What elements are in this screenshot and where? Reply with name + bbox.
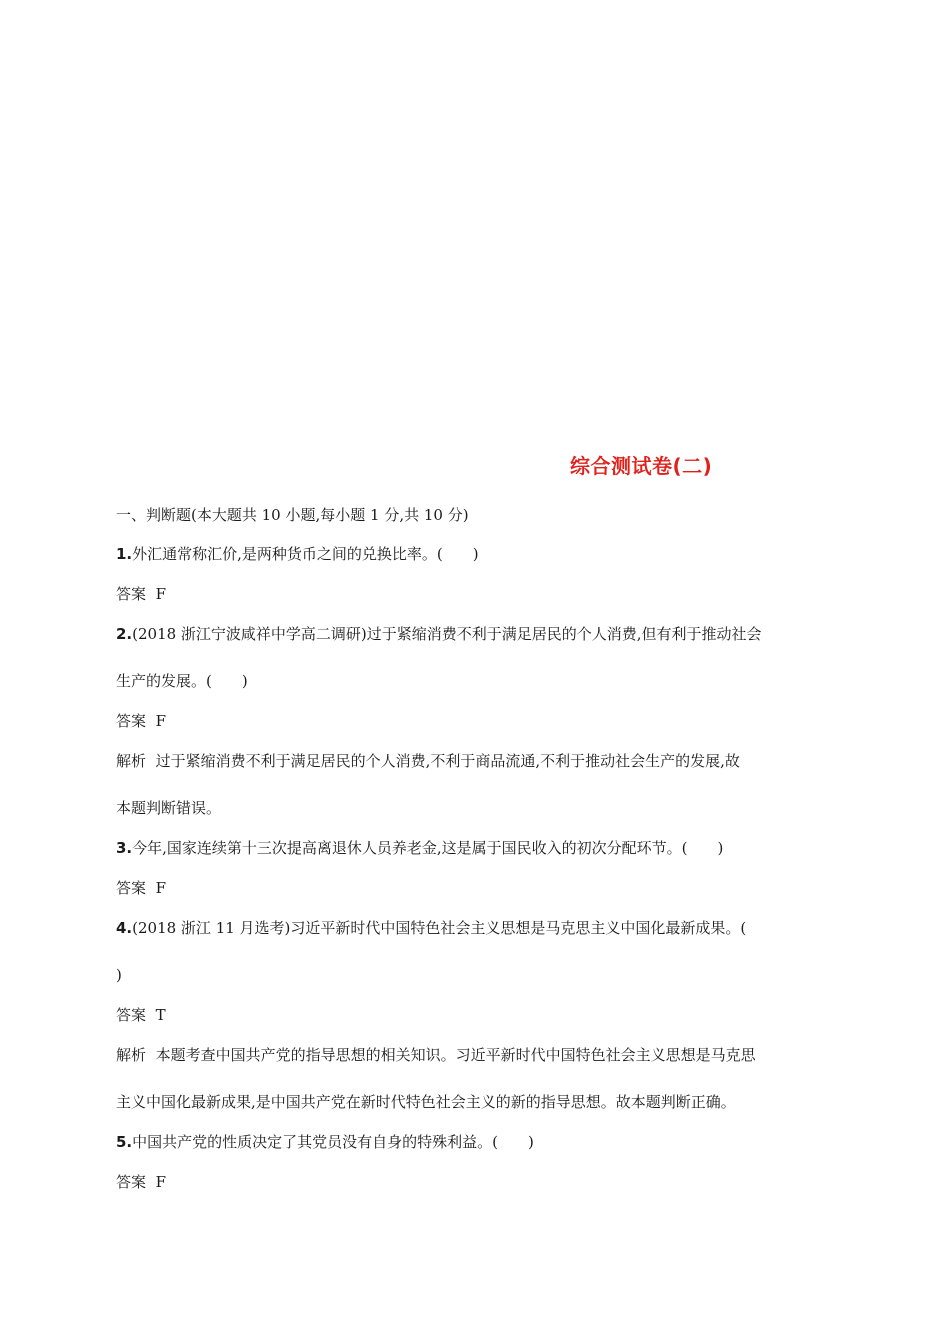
answer-label: 答案 xyxy=(116,585,147,603)
analysis-4 xyxy=(116,1045,756,1065)
answer-label: 答案 xyxy=(116,1173,147,1191)
question-text: (2018 浙江宁波咸祥中学高二调研)过于紧缩消费不利于满足居民的个人消费,但有利于推动社会 xyxy=(132,625,762,643)
answer-value: T xyxy=(155,1006,166,1024)
answer-value: F xyxy=(155,585,166,603)
analysis-2 xyxy=(116,751,740,771)
answer-value: F xyxy=(155,1173,166,1191)
analysis-label: 解析 xyxy=(116,1046,147,1064)
answer-5 xyxy=(116,1172,166,1192)
question-1 xyxy=(116,544,479,564)
answer-value: F xyxy=(155,879,166,897)
question-number: 4. xyxy=(116,919,133,937)
analysis-text: 过于紧缩消费不利于满足居民的个人消费,不利于商品流通,不利于推动社会生产的发展,故 xyxy=(155,752,740,770)
answer-4 xyxy=(116,1005,166,1025)
question-text: 中国共产党的性质决定了其党员没有自身的特殊利益。( ) xyxy=(132,1133,534,1151)
question-number: 1. xyxy=(116,545,133,563)
question-text: 外汇通常称汇价,是两种货币之间的兑换比率。( ) xyxy=(132,545,479,563)
question-2-continued: 生产的发展。( ) xyxy=(116,672,248,690)
section-heading: 一、判断题(本大题共 10 小题,每小题 1 分,共 10 分) xyxy=(116,506,469,524)
question-5 xyxy=(116,1132,534,1152)
question-number: 5. xyxy=(116,1133,133,1151)
answer-label: 答案 xyxy=(116,712,147,730)
answer-label: 答案 xyxy=(116,1006,147,1024)
analysis-4-continued: 主义中国化最新成果,是中国共产党在新时代特色社会主义的新的指导思想。故本题判断正确。 xyxy=(116,1093,736,1111)
question-text: (2018 浙江 11 月选考)习近平新时代中国特色社会主义思想是马克思主义中国化最新成果。( xyxy=(132,919,747,937)
question-number: 3. xyxy=(116,839,133,857)
answer-1 xyxy=(116,584,166,604)
question-4 xyxy=(116,918,746,938)
answer-3 xyxy=(116,878,166,898)
question-2 xyxy=(116,624,762,644)
question-4-continued: ) xyxy=(116,966,122,984)
answer-label: 答案 xyxy=(116,879,147,897)
answer-2 xyxy=(116,711,166,731)
answer-value: F xyxy=(155,712,166,730)
analysis-2-continued: 本题判断错误。 xyxy=(116,799,222,817)
analysis-text: 本题考查中国共产党的指导思想的相关知识。习近平新时代中国特色社会主义思想是马克思 xyxy=(155,1046,756,1064)
page-title: 综合测试卷(二) xyxy=(570,454,713,478)
question-text: 今年,国家连续第十三次提高离退休人员养老金,这是属于国民收入的初次分配环节。( ) xyxy=(132,839,724,857)
analysis-label: 解析 xyxy=(116,752,147,770)
question-3 xyxy=(116,838,723,858)
question-number: 2. xyxy=(116,625,133,643)
